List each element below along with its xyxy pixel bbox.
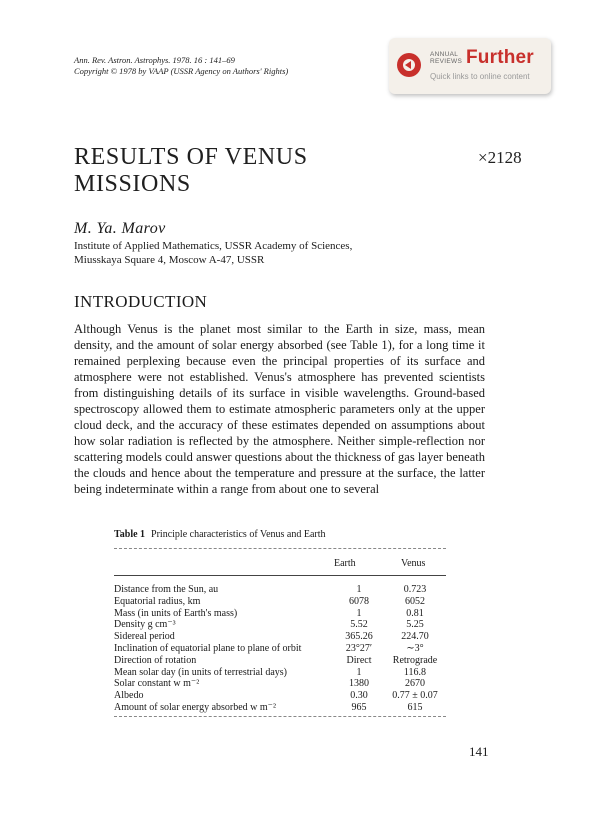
venus-value-cell: 0.77 ± 0.07 xyxy=(392,690,438,702)
row-name-cell: Direction of rotation xyxy=(114,654,197,666)
table-caption xyxy=(114,529,326,540)
table-row xyxy=(114,643,446,655)
section-heading: INTRODUCTION xyxy=(74,292,208,311)
row-name-cell: Inclination of equatorial plane to plane of orbit xyxy=(114,642,302,654)
table-row xyxy=(114,667,446,679)
table-top-rule xyxy=(114,548,446,549)
copyright-line: Copyright © 1978 by VAAP (USSR Agency on Authors' Rights) xyxy=(74,66,289,76)
earth-value-cell: 5.52 xyxy=(350,619,368,631)
earth-value-cell: 6078 xyxy=(349,595,369,607)
table-row xyxy=(114,619,446,631)
earth-value-cell: 23°27′ xyxy=(345,642,373,654)
venus-value-cell: Retrograde xyxy=(392,654,438,666)
affiliation-line-1: Institute of Applied Mathematics, USSR Academy of Sciences, xyxy=(74,240,353,252)
banner-further-label: Further xyxy=(466,47,534,68)
venus-value-cell: ∼3° xyxy=(406,642,424,654)
earth-value-cell: 365.26 xyxy=(345,631,373,643)
citation-line-1: Ann. Rev. Astron. Astrophys. 1978. 16 : 141–69 xyxy=(74,55,235,65)
article-title-line-1: RESULTS OF VENUS xyxy=(74,144,308,170)
col-header-venus: Venus xyxy=(401,558,426,569)
venus-value-cell: 6052 xyxy=(405,595,425,607)
table-row xyxy=(114,631,446,643)
annual-reviews-logo-icon xyxy=(397,53,421,77)
venus-value-cell: 0.81 xyxy=(406,607,424,619)
citation-block xyxy=(74,55,288,77)
article-title xyxy=(74,144,374,198)
characteristics-table xyxy=(114,584,446,714)
row-name-cell: Amount of solar energy absorbed w m⁻² xyxy=(114,701,276,713)
row-name-cell: Density g cm⁻³ xyxy=(114,619,176,631)
row-name-cell: Sidereal period xyxy=(114,631,175,643)
table-bottom-rule xyxy=(114,716,446,717)
further-banner-link[interactable] xyxy=(389,38,551,94)
earth-value-cell: Direct xyxy=(346,654,372,666)
table-row xyxy=(114,608,446,620)
earth-value-cell: 1 xyxy=(356,584,362,595)
table-row xyxy=(114,678,446,690)
banner-subtitle: Quick links to online content xyxy=(430,72,530,81)
earth-value-cell: 1380 xyxy=(349,678,369,690)
banner-brand-line-1: ANNUAL xyxy=(430,51,459,58)
body-paragraph: Although Venus is the planet most similar to the Earth in size, mass, mean density, and the amount of solar energy absorbed (see Table 1), for a long time it remained perplexing because even the principal properties of its surface and atmosphere were not established. Venus's atmosphere has prevented scientists from distinguishing details of its surface in visible wavelengths. Ground-based spectroscopy allowed them to estimate atmospheric parameters only at the upper cloud deck, and the accuracy of these estimates depended on assumptions about how solar radiation is reflected by the atmosphere. Neither simple-reflection nor scattering models could answer questions about the thickness of gas layer beneath the clouds and hence about the temperature and pressure at the surface, the latter being indeterminate within a range from about one to several xyxy=(74,322,485,496)
article-code: ×2128 xyxy=(478,148,522,167)
venus-value-cell: 2670 xyxy=(405,678,425,690)
venus-value-cell: 224.70 xyxy=(401,631,429,643)
article-title-line-2: MISSIONS xyxy=(74,171,191,197)
col-header-earth: Earth xyxy=(334,558,356,569)
row-name-cell: Solar constant w m⁻² xyxy=(114,678,200,690)
row-name-cell: Equatorial radius, km xyxy=(114,595,201,607)
venus-value-cell: 0.723 xyxy=(403,584,427,595)
table-row xyxy=(114,690,446,702)
earth-value-cell: 965 xyxy=(351,701,367,713)
earth-value-cell: 1 xyxy=(356,666,362,678)
venus-value-cell: 116.8 xyxy=(403,666,427,678)
row-name-cell: Mean solar day (in units of terrestrial days) xyxy=(114,666,288,678)
page-number: 141 xyxy=(469,744,489,759)
venus-value-cell: 5.25 xyxy=(406,619,424,631)
table-caption-text: Principle characteristics of Venus and Earth xyxy=(151,529,326,540)
table-row xyxy=(114,584,446,596)
banner-brand-line-2: REVIEWS xyxy=(430,58,463,65)
venus-value-cell: 615 xyxy=(407,701,423,713)
author-name: M. Ya. Marov xyxy=(74,220,166,237)
row-name-cell: Distance from the Sun, au xyxy=(114,584,219,595)
affiliation-line-2: Miusskaya Square 4, Moscow A-47, USSR xyxy=(74,254,265,266)
table-row xyxy=(114,655,446,667)
table-label: Table 1 xyxy=(114,529,146,540)
table-row xyxy=(114,702,446,714)
table-row xyxy=(114,596,446,608)
table-header-rule xyxy=(114,575,446,576)
earth-value-cell: 0.30 xyxy=(350,690,368,702)
row-name-cell: Mass (in units of Earth's mass) xyxy=(114,607,238,619)
affiliation xyxy=(74,239,352,267)
row-name-cell: Albedo xyxy=(114,690,144,702)
banner-brand xyxy=(430,51,464,65)
earth-value-cell: 1 xyxy=(356,607,362,619)
